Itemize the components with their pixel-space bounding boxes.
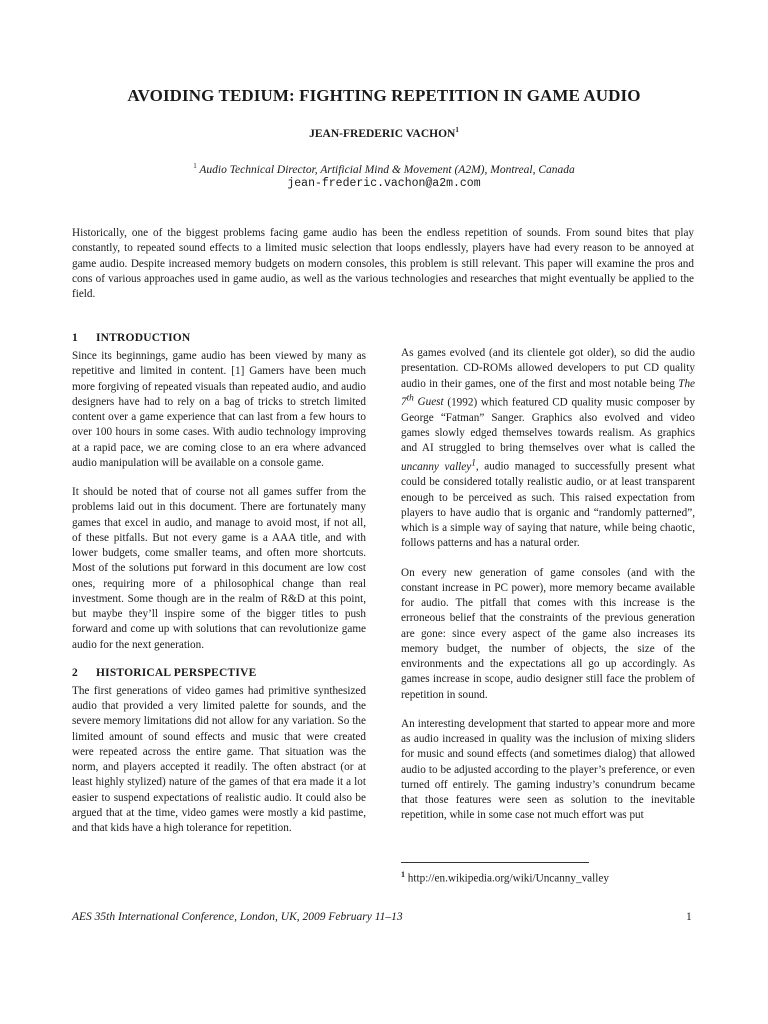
author-email: jean-frederic.vachon@a2m.com	[287, 177, 481, 190]
text-run: (1992) which featured CD quality music composer by George “Fatman” Sanger. Graphics also evolved and video games slowly edged themselves towards realism. As graphics and AI struggled to bring themselves over what is called the	[401, 396, 695, 455]
section-title: HISTORICAL PERSPECTIVE	[96, 666, 257, 679]
history-paragraph-2	[401, 346, 695, 552]
history-paragraph-1: The first generations of video games had primitive synthesized audio that provided a very limited palette for sounds, and the severe memory limitations did not allow for any variation. So the limited amount of sound effects and music that were created were repeated across the entire game. That situation was the norm, and players accepted it readily. The often abstract (or at least highly stylized) nature of the games of that era made it a lot easier to suspend expectations of realistic audio. It could also be argued that at the time, video games were mostly a kid pastime, and that kids have a high tolerance for repetition.	[72, 684, 366, 834]
footnote-link: http://en.wikipedia.org/wiki/Uncanny_valley	[407, 872, 609, 885]
text-run: The 7	[401, 377, 695, 409]
text-run: As games evolved (and its clientele got older), so did the audio presentation. CD-ROMs allowed developers to put CD quality audio in their games, one of the first and most notable being	[401, 347, 695, 390]
section-number: 1	[72, 332, 78, 344]
text-run: Guest	[413, 396, 444, 409]
affiliation-marker: 1	[193, 162, 197, 170]
paper-title: AVOIDING TEDIUM: FIGHTING REPETITION IN GAME AUDIO	[127, 86, 641, 105]
term-uncanny-valley	[401, 458, 476, 474]
text-run: uncanny valley	[401, 461, 472, 474]
affiliation-text: Audio Technical Director, Artificial Mind & Movement (A2M), Montreal, Canada	[199, 163, 575, 176]
footer-conference: AES 35th International Conference, London, UK, 2009 February 11–13	[72, 911, 403, 923]
footnote	[401, 870, 609, 885]
author-footnote-marker: 1	[455, 126, 459, 134]
author-name	[0, 126, 768, 140]
abstract: Historically, one of the biggest problems facing game audio has been the endless repetition of sounds. From sound bites that play constantly, to repeated sound effects to a limited music selection that loops endlessly, players have had every reason to be annoyed at game audio. Despite increased memory budgets on modern consoles, this problem is still relevant. This paper will examine the pros and cons of various approaches used in game audio, as well as the various technologies and researches that might eventually be applied to the field.	[72, 227, 694, 301]
left-column	[72, 332, 366, 850]
history-paragraph-4: An interesting development that started to appear more and more as audio increased in quality was the inclusion of mixing sliders for music and sound effects (and sometimes dialog) that allowed audio to be adjusted according to the player’s preference, or even turned off entirely. The gaming industry’s conundrum became that those features were seen as solution to the inevitable repetition, while in some case not much effort was put	[401, 717, 695, 822]
footnote-marker: 1	[401, 870, 405, 879]
intro-paragraph-2: It should be noted that of course not all games suffer from the problems laid out in this document. There are fortunately many games that excel in audio, and manage to avoid most, if not all, of these pitfalls. But not every game is a AAA title, and with lower budgets, come smaller teams, and often more shortcuts. Most of the solutions put forward in this document are low cost ones, requiring more of a philosophical change than real investment. Some though are in the realm of R&D at this point, but maybe they’ll inspire some of the bigger titles to push forward and come up with solutions that can revolutionize game audio for the next generation.	[72, 486, 366, 651]
ordinal-suffix: th	[406, 393, 414, 404]
author-affiliation	[0, 162, 768, 176]
intro-paragraph-1: Since its beginnings, game audio has been viewed by many as repetitive and limited in content. [1] Gamers have been much more forgiving of repeated visuals than repeated audio, and audio designers have had to rely on a bag of tricks to stretch limited content over a game experience that can last from a few hours to over 100 hours in some cases. With audio technology improving at a rapid pace, we are coming close to an era where advanced audio manipulation will be available on a console game.	[72, 350, 366, 469]
section-number: 2	[72, 666, 78, 679]
section-heading-introduction	[72, 332, 366, 344]
footnote-ref: 1	[471, 458, 476, 469]
right-column	[401, 346, 695, 838]
section-heading-historical-perspective	[72, 667, 366, 679]
history-paragraph-3: On every new generation of game consoles (and with the constant increase in PC power), more memory became available for audio. The pitfall that comes with this increase is the erroneous belief that the constraints of the previous generation are gone: since every aspect of the game also increases its memory budget, the number of objects, the size of the environments and the expectations all go up accordingly. As games increase in scope, audio designer still face the problem of repetition in sound.	[401, 566, 695, 701]
text-run: , audio managed to successfully present what could be considered totally realistic audio, or at least transparent enough to be perceived as such. This raised expectation from players to have audio that is organic and “randomly patterned”, which is a simple way of saying that nature, while being chaotic, follows patterns and has a natural order.	[401, 461, 696, 550]
section-title: INTRODUCTION	[96, 332, 191, 344]
footnote-divider	[401, 862, 589, 863]
page-number: 1	[686, 911, 692, 923]
author-name-text: JEAN-FREDERIC VACHON	[309, 127, 456, 140]
